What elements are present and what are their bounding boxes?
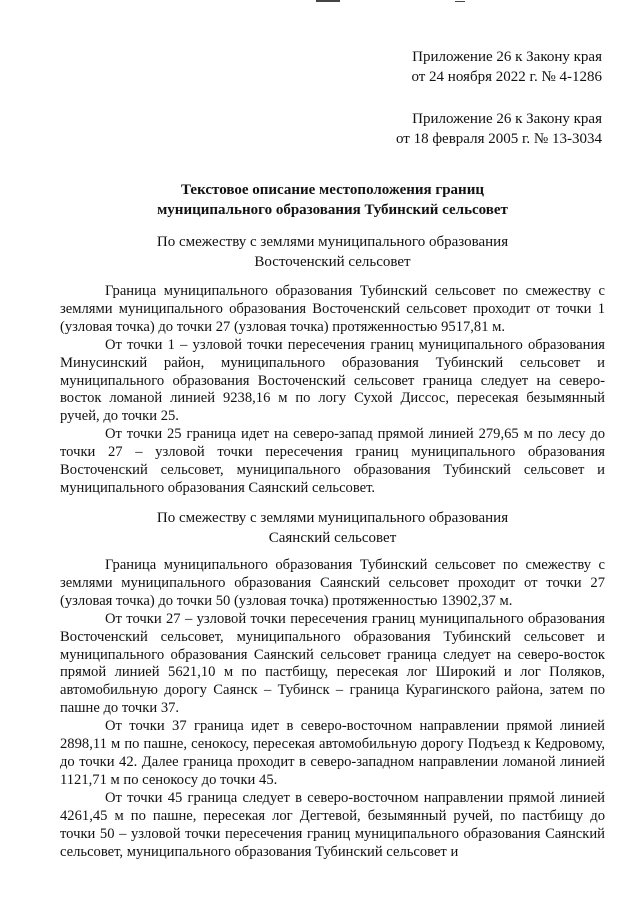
title-line: Текстовое описание местоположения границ: [181, 182, 484, 198]
paragraph: Граница муниципального образования Тубинский сельсовет по смежеству с землями муниципального образования Саянский сельсовет проходит от точки 27 (узловая точка) до точки 50 (узловая точка) протяженностью 13902,37 м.: [60, 557, 605, 609]
section-heading: [60, 232, 605, 272]
document-title: [60, 180, 605, 220]
title-line: муниципального образования Тубинский сельсовет: [157, 202, 508, 218]
section-heading-line: Восточенский сельсовет: [254, 254, 411, 270]
appendix-note-current: [411, 47, 602, 87]
paragraph: Граница муниципального образования Тубинский сельсовет по смежеству с землями муниципального образования Восточенский сельсовет проходит от точки 1 (узловая точка) до точки 27 (узловая точка) протяженностью 9517,81 м.: [60, 283, 605, 335]
section-heading-line: По смежеству с землями муниципального образования: [156, 510, 509, 526]
paragraph: От точки 1 – узловой точки пересечения границ муниципального образования Минусинский район, муниципального образования Тубинский сельсовет и муниципального образования Восточенский сельсовет граница следует на северо-восток ломаной линией 9238,16 м по логу Сухой Диссос, пересекая безымянный ручей, до точки 25.: [60, 336, 605, 425]
appendix-line: Приложение 26 к Закону края: [412, 49, 602, 65]
appendix-line: от 24 ноября 2022 г. № 4-1286: [411, 69, 602, 85]
scan-mark: [455, 1, 465, 2]
scan-mark: [316, 0, 340, 2]
paragraph: От точки 25 граница идет на северо-запад прямой линией 279,65 м по лесу до точки 27 – узловой точки пересечения границ муниципального образования Восточенский сельсовет, муниципального образования Тубинский сельсовет и муниципального образования Саянский сельсовет.: [60, 426, 605, 496]
paragraph: От точки 37 граница идет в северо-восточном направлении прямой линией 2898,11 м по пашне, сенокосу, пересекая автомобильную дорогу Подъезд к Кедровому, до точки 42. Далее граница проходит в северо-западном направлении ломаной линией 1121,71 м по сенокосу до точки 45.: [60, 718, 605, 788]
paragraph: От точки 27 – узловой точки пересечения границ муниципального образования Восточенский сельсовет, муниципального образования Тубинский сельсовет и муниципального образования Саянский сельсовет граница следует на северо-восток прямой линией 5621,10 м по пастбищу, пересекая лог Широкий и лог Поляков, автомобильную дорогу Саянск – Тубинск – граница Курагинского района, затем по пашне до точки 37.: [60, 610, 605, 717]
appendix-line: Приложение 26 к Закону края: [412, 111, 602, 127]
section-body: [60, 283, 605, 498]
section-body: [60, 557, 605, 861]
section-heading: [60, 508, 605, 548]
appendix-note-original: [396, 109, 602, 149]
section-heading-line: Саянский сельсовет: [268, 530, 397, 546]
section-heading-line: По смежеству с землями муниципального образования: [156, 234, 509, 250]
paragraph: От точки 45 граница следует в северо-восточном направлении прямой линией 4261,45 м по пашне, пересекая лог Дегтевой, безымянный ручей, по пастбищу до точки 50 – узловой точки пересечения границ муниципального образования Саянский сельсовет, муниципального образования Тубинский сельсовет и: [60, 789, 605, 860]
appendix-line: от 18 февраля 2005 г. № 13-3034: [395, 131, 602, 147]
